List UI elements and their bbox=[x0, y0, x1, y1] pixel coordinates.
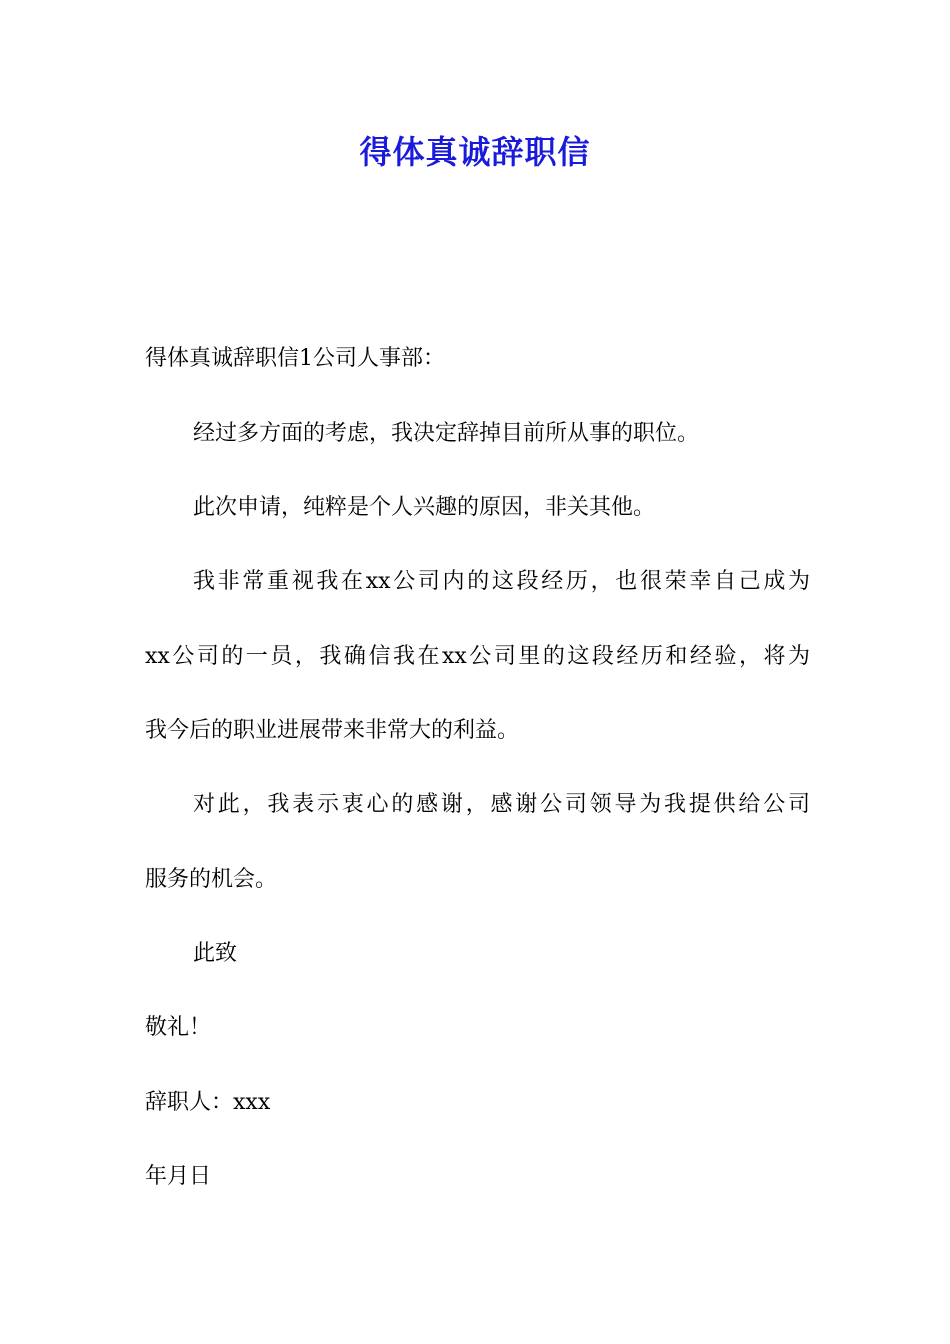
signature-line: 辞职人：xxx bbox=[145, 1090, 271, 1115]
salutation-line: 得体真诚辞职信1公司人事部： bbox=[145, 346, 445, 371]
closing-line: 此致 bbox=[193, 941, 238, 966]
document-title: 得体真诚辞职信 bbox=[359, 133, 591, 171]
body-line-3: 我非常重视我在xx公司内的这段经历，也很荣幸自己成为 bbox=[193, 569, 810, 594]
body-line-7: 服务的机会。 bbox=[145, 867, 278, 892]
body-line-6: 对此，我表示衷心的感谢，感谢公司领导为我提供给公司 bbox=[193, 792, 810, 817]
date-line: 年月日 bbox=[145, 1164, 212, 1189]
regards-line: 敬礼！ bbox=[145, 1015, 212, 1040]
body-line-5: 我今后的职业进展带来非常大的利益。 bbox=[145, 718, 520, 743]
body-line-4: xx公司的一员，我确信我在xx公司里的这段经历和经验，将为 bbox=[145, 644, 810, 669]
body-line-1: 经过多方面的考虑，我决定辞掉目前所从事的职位。 bbox=[193, 421, 700, 446]
body-line-2: 此次申请，纯粹是个人兴趣的原因，非关其他。 bbox=[193, 495, 656, 520]
